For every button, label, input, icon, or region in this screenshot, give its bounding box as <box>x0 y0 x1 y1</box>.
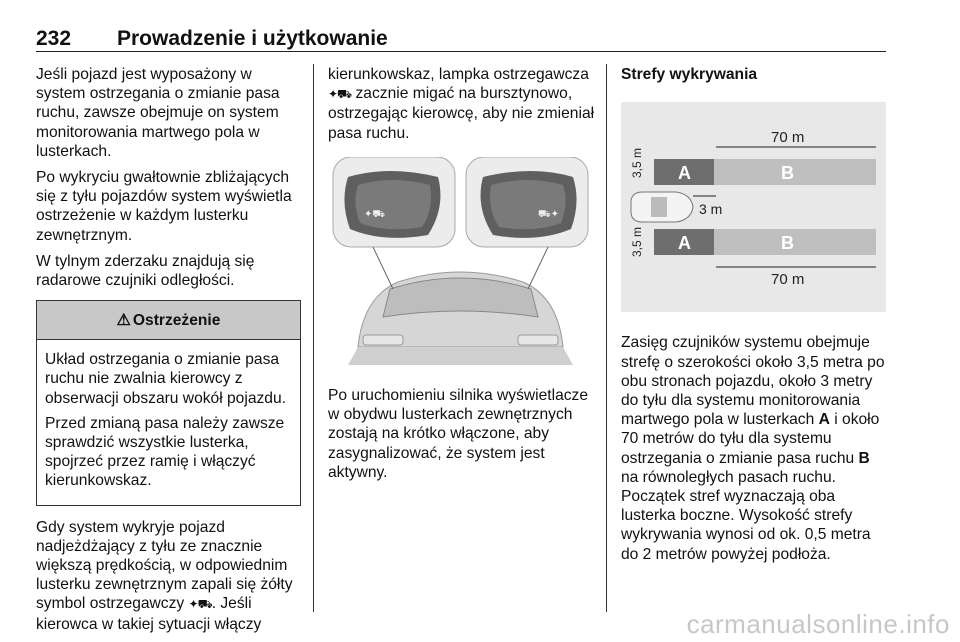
width-bottom-label: 3,5 m <box>630 227 644 258</box>
paragraph <box>328 65 596 143</box>
text-span: . Jeśli kierowca w takiej sytuacji włączy <box>36 595 262 633</box>
text-span: Gdy system wykryje pojazd nadjeżdżający z tyłu ze znacznie większą prędkością, w odpowiednim lusterku zewnętrznym zapali się żółty symbol ostrzegawczy <box>36 518 293 613</box>
page-header <box>36 27 886 53</box>
column-3 <box>621 65 891 571</box>
page-title: Prowadzenie i użytkowanie <box>117 27 388 50</box>
warning-body <box>37 340 300 504</box>
zone-b-label: B <box>781 233 794 254</box>
paragraph <box>36 518 301 634</box>
text-span: Zasięg czujników systemu obejmuje strefę o szerokości około 3,5 metra po obu stronach pojazdu, około 3 metry do tyłu dla systemu monitorowania martwego pola w lusterkach <box>621 334 885 429</box>
zone-b-label: B <box>781 163 794 184</box>
column-1 <box>36 65 301 641</box>
section-heading: Strefy wykrywania <box>621 66 758 83</box>
paragraph: W tylnym zderzaku znajdują się radarowe czujniki odległości. <box>36 252 255 290</box>
page-number: 232 <box>36 27 72 50</box>
text-span: kierunkowskaz, lampka ostrzegawcza <box>328 66 589 83</box>
blind-spot-warning-icon: ✦⛟ <box>328 87 352 102</box>
text-span: na równoległych pasach ruchu. Początek stref wyznaczają oba lusterka boczne. Wysokość strefy wykrywania wynosi od ok. 0,5 metra do 2 metrów powyżej podłoża. <box>621 468 871 563</box>
a-length-label: 3 m <box>699 201 723 218</box>
warning-paragraph: Układ ostrzegania o zmianie pasa ruchu nie zwalnia kierowcy z obserwacji obszaru wokół pojazdu. <box>45 351 286 407</box>
width-top-label: 3,5 m <box>630 148 644 179</box>
warning-title: Ostrzeżenie <box>132 311 221 329</box>
bottom-length-label: 70 m <box>771 271 805 289</box>
text-span: i około 70 metrów do tyłu dla systemu ostrzegania o zmianie pasa ruchu <box>621 411 880 467</box>
zone-b-ref: B <box>858 449 870 467</box>
zone-a-ref: A <box>818 411 830 429</box>
watermark: carmanualsonline.info <box>686 609 950 639</box>
paragraph <box>621 333 891 563</box>
car-mirrors-image <box>328 157 593 365</box>
detection-zones-svg <box>621 102 886 312</box>
warning-header <box>37 301 300 340</box>
column-2 <box>328 65 596 489</box>
svg-text:✦⛟: ✦⛟ <box>364 208 385 220</box>
header-rule <box>36 51 886 52</box>
top-length-label: 70 m <box>771 129 805 147</box>
zone-a-label: A <box>678 233 691 254</box>
warning-triangle-icon: ⚠ <box>116 311 131 329</box>
column-divider-1 <box>313 64 314 612</box>
svg-text:⛟✦: ⛟✦ <box>538 208 559 220</box>
zone-b-lower <box>714 229 876 255</box>
warning-paragraph: Przed zmianą pasa należy zawsze sprawdzić wszystkie lusterka, spojrzeć przez ramię i włączyć kierunkowskaz. <box>45 414 285 490</box>
blind-spot-warning-icon: ✦⛟ <box>188 597 212 612</box>
paragraph: Jeśli pojazd jest wyposażony w system ostrzegania o zmianie pasa ruchu, zawsze obejmuje on system monitorowania martwego pola w lusterkach. <box>36 66 280 160</box>
text-span: zacznie migać na bursztynowo, ostrzegając kierowcę, aby nie zmieniał pasa ruchu. <box>328 85 595 142</box>
paragraph: Po wykryciu gwałtownie zbliżających się z tyłu pojazdów system wyświetla ostrzeżenie w każdym lusterku zewnętrznym. <box>36 169 292 244</box>
paragraph: Po uruchomieniu silnika wyświetlacze w obydwu lusterkach zewnętrznych zostają na krótko włączone, aby zasygnalizować, że system jest aktywny. <box>328 387 589 481</box>
mirror-illustration <box>328 157 596 370</box>
warning-box <box>36 300 301 505</box>
column-divider-2 <box>606 64 607 612</box>
detection-zones-diagram <box>621 102 891 317</box>
zone-b-upper <box>714 159 876 185</box>
zone-a-label: A <box>678 163 691 184</box>
